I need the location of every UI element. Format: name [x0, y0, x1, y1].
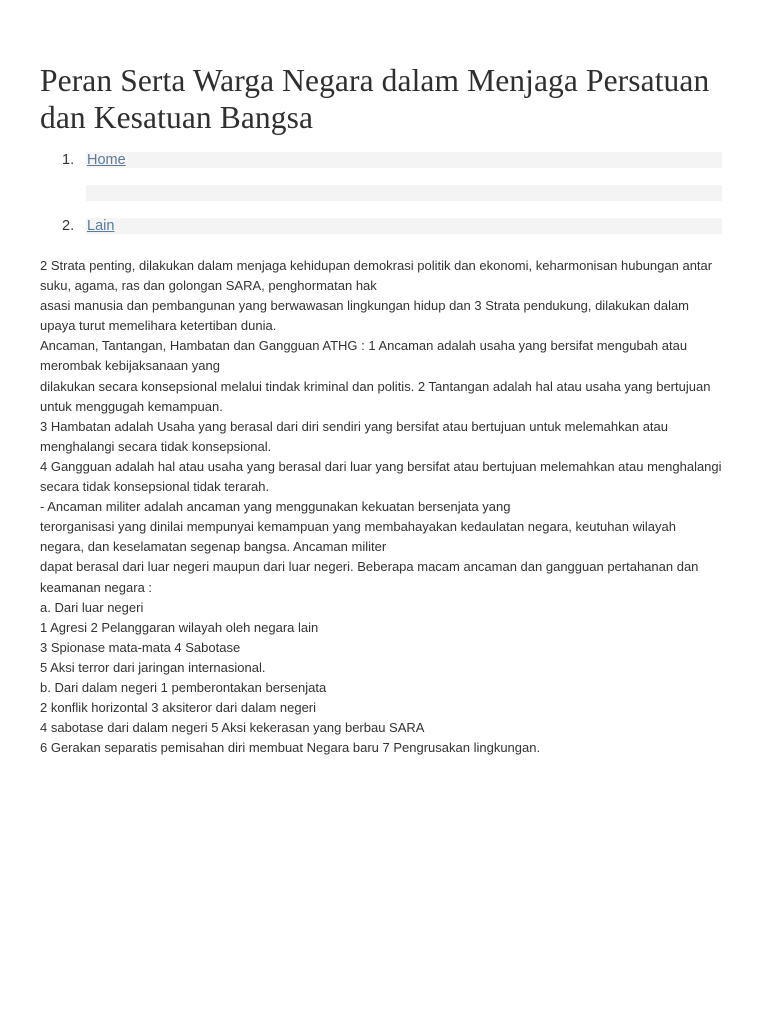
list-line: 5 Aksi terror dari jaringan internasional. — [40, 659, 266, 675]
list-line: 2 konflik horizontal 3 aksiteror dari dalam negeri — [40, 700, 317, 716]
paragraph: - Ancaman militer adalah ancaman yang menggunakan kekuatan bersenjata yang — [40, 499, 511, 515]
breadcrumb — [40, 152, 722, 234]
list-line: 6 Gerakan separatis pemisahan diri membuat Negara baru 7 Pengrusakan lingkungan. — [40, 740, 541, 756]
paragraph: dapat berasal dari luar negeri maupun dari luar negeri. Beberapa macam ancaman dan gangguan pertahanan dan keamanan negara : — [40, 559, 699, 595]
list-line: 1 Agresi 2 Pelanggaran wilayah oleh negara lain — [40, 619, 319, 635]
paragraph: Ancaman, Tantangan, Hambatan dan Gangguan ATHG : 1 Ancaman adalah usaha yang bersifat mengubah atau merombak kebijaksanaan yang — [40, 338, 688, 374]
list-line: a. Dari luar negeri — [40, 599, 144, 615]
lain-link[interactable]: Lain — [87, 218, 115, 234]
breadcrumb-number: 1. — [62, 152, 75, 168]
list-line: 3 Spionase mata-mata 4 Sabotase — [40, 639, 241, 655]
paragraph: 4 Gangguan adalah hal atau usaha yang berasal dari luar yang bersifat atau bertujuan melemahkan atau menghalangi secara tidak konsepsional tidak terarah. — [40, 458, 722, 495]
article-body — [40, 256, 722, 758]
breadcrumb-separator — [86, 185, 722, 201]
list-line: 4 sabotase dari dalam negeri 5 Aksi kekerasan yang berbau SARA — [40, 720, 425, 736]
page-title: Peran Serta Warga Negara dalam Menjaga Persatuan dan Kesatuan Bangsa — [40, 63, 710, 135]
breadcrumb-item-home — [62, 152, 722, 168]
list-line: b. Dari dalam negeri 1 pemberontakan bersenjata — [40, 679, 327, 695]
paragraph: terorganisasi yang dinilai mempunyai kemampuan yang membahayakan kedaulatan negara, keutuhan wilayah negara, dan keselamatan segenap bangsa. Ancaman militer — [40, 519, 676, 555]
breadcrumb-item-lain — [62, 218, 722, 234]
home-link[interactable]: Home — [87, 152, 126, 168]
paragraph: asasi manusia dan pembangunan yang berwawasan lingkungan hidup dan 3 Strata pendukung, dilakukan dalam upaya turut memelihara ketertiban dunia. — [40, 298, 690, 334]
breadcrumb-number: 2. — [62, 218, 75, 234]
paragraph: 3 Hambatan adalah Usaha yang berasal dari diri sendiri yang bersifat atau bertujuan untuk melemahkan atau menghalangi secara tidak konsepsional. — [40, 418, 668, 454]
paragraph: 2 Strata penting, dilakukan dalam menjaga kehidupan demokrasi politik dan ekonomi, keharmonisan hubungan antar suku, agama, ras dan golongan SARA, penghormatan hak — [40, 258, 713, 294]
paragraph: dilakukan secara konsepsional melalui tindak kriminal dan politis. 2 Tantangan adalah hal atau usaha yang bertujuan untuk menggugah kemampuan. — [40, 378, 711, 414]
article — [40, 62, 722, 758]
